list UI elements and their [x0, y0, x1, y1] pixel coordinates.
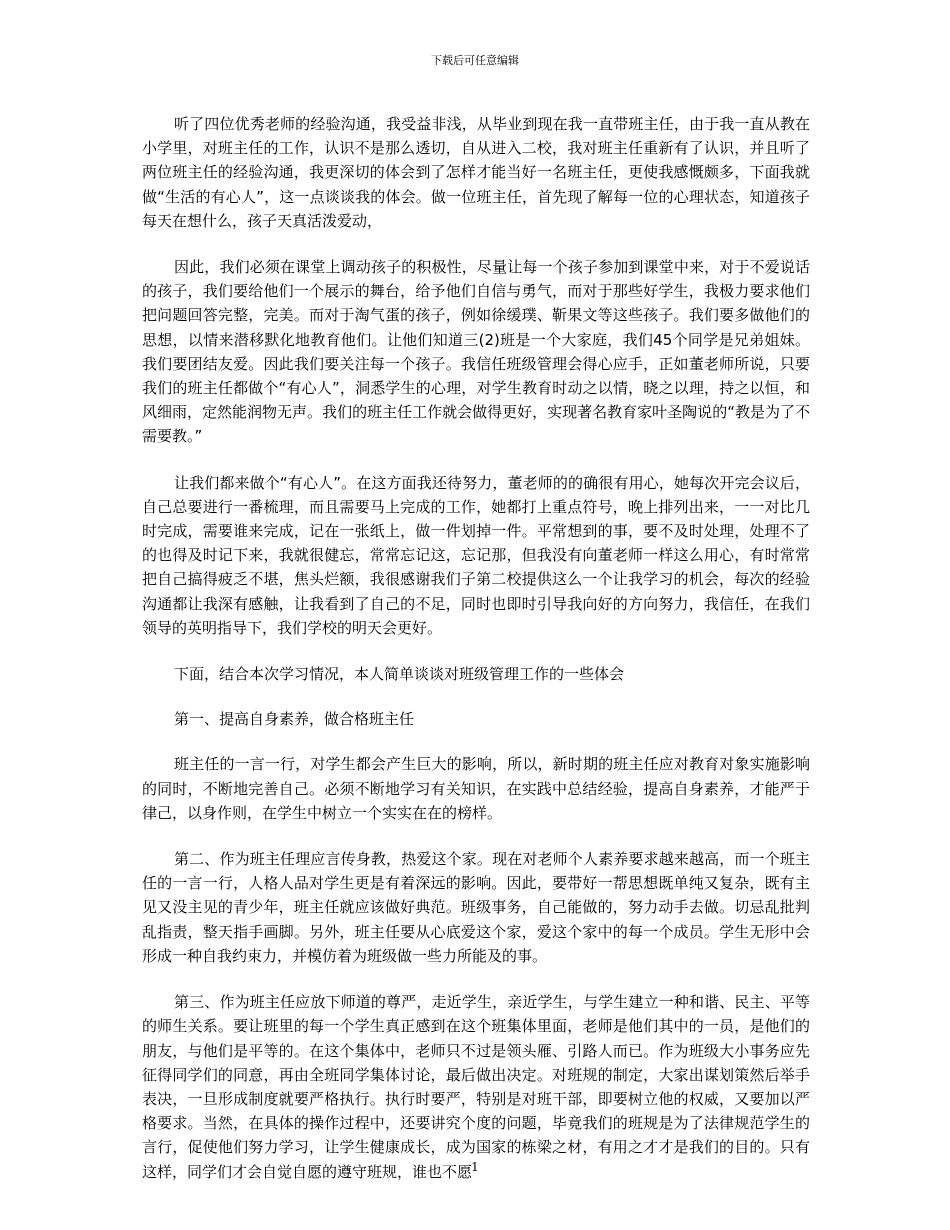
paragraph-4: 下面，结合本次学习情况，本人简单谈谈对班级管理工作的一些体会 — [174, 665, 625, 684]
page-number: 1 — [471, 1160, 479, 1174]
paragraph-2: 因此，我们必须在课堂上调动孩子的积极性，尽量让每一个孩子参加到课堂中来，对于不爱说话的孩子，我们要给他们一个展示的舞台，给予他们自信与勇气，而对于那些好学生，我极力要求他们把问题回答完整，完美。而对于淘气蛋的孩子，例如徐缓璞、靳果文等这些孩子。我们要多做他们的思想，以情来潜移默化地教育他们。让他们知道三(2)班是一个大家庭，我们45个同学是兄弟姐妹。我们要团结友爱。因此我们要关注每一个孩子。我信任班级管理会得心应手，正如董老师所说，只要我们的班主任都做个“有心人”，洞悉学生的心理，对学生教育时动之以情，晓之以理，持之以恒，和风细雨，定然能润物无声。我们的班主任工作就会做得更好，实现著名教育家叶圣陶说的“教是为了不需要教。” — [142, 258, 810, 446]
paragraph-3: 让我们都来做个“有心人”。在这方面我还待努力，董老师的的确很有用心，她每次开完会议后，自己总要进行一番梳理，而且需要马上完成的工作，她都打上重点符号，晚上排列出来，一一对比几时完成，需要谁来完成，记在一张纸上，做一件划掉一件。平常想到的事，要不及时处理，处理不了的也得及时记下来，我就很健忘，常常忘记这，忘记那，但我没有向董老师一样这么用心，有时常常把自己搞得疲乏不堪，焦头烂额，我很感谢我们子第二校提供这么一个让我学习的机会，每次的经验沟通都让我深有感触，让我看到了自己的不足，同时也即时引导我向好的方向努力，我信任，在我们领导的英明指导下，我们学校的明天会更好。 — [142, 473, 810, 637]
paragraph-6: 班主任的一言一行，对学生都会产生巨大的影响，所以，新时期的班主任应对教育对象实施影响的同时，不断地完善自己。必须不断地学习有关知识，在实践中总结经验，提高自身素养，才能严于律己，以身作则，在学生中树立一个实实在在的榜样。 — [142, 755, 810, 822]
document-body — [142, 112, 810, 1206]
paragraph-7: 第二、作为班主任理应言传身教，热爱这个家。现在对老师个人素养要求越来越高，而一个班主任的一言一行，人格人品对学生更是有着深远的影响。因此，要带好一帮思想既单纯又复杂，既有主见又没主见的青少年，班主任就应该做好典范。班级事务，自己能做的，努力动手去做。切忌乱批判乱指责，整天指手画脚。另外，班主任要从心底爱这个家，爱这个家中的每一个成员。学生无形中会形成一种自我约束力，并模仿着为班级做一些力所能及的事。 — [142, 850, 810, 965]
page-header: 下载后可任意编辑 — [431, 54, 519, 67]
section-heading-1: 第一、提高自身素养，做合格班主任 — [174, 710, 415, 729]
paragraph-8: 第三、作为班主任应放下师道的尊严，走近学生，亲近学生，与学生建立一种和谐、民主、平等的师生关系。要让班里的每一个学生真正感到在这个班集体里面，老师是他们其中的一员，是他们的朋友，与他们是平等的。在这个集体中，老师只不过是领头雁、引路人而已。作为班级大小事务应先征得同学们的同意，再由全班同学集体讨论，最后做出决定。对班规的制定，大家出谋划策然后举手表决，一旦形成制度就要严格执行。执行时要严，特别是对班干部，即要树立他的权威，又要加以严格要求。当然，在具体的操作过程中，还要讲究个度的问题，毕竟我们的班规是为了法律规范学生的言行，促使他们努力学习，让学生健康成长，成为国家的栋梁之材，有用之才才是我们的目的。只有这样，同学们才会自觉自愿的遵守班规，谁也不愿 — [142, 993, 810, 1181]
paragraph-1: 听了四位优秀老师的经验沟通，我受益非浅，从毕业到现在我一直带班主任，由于我一直从教在小学里，对班主任的工作，认识不是那么透切，自从进入二校，我对班主任重新有了认识，并且听了两位班主任的经验沟通，我更深切的体会到了怎样才能当好一名班主任，更使我感慨颇多，下面我就做“生活的有心人”，这一点谈谈我的体会。做一位班主任，首先现了解每一位的心理状态，知道孩子每天在想什么，孩子天真活泼爱动， — [142, 115, 810, 230]
